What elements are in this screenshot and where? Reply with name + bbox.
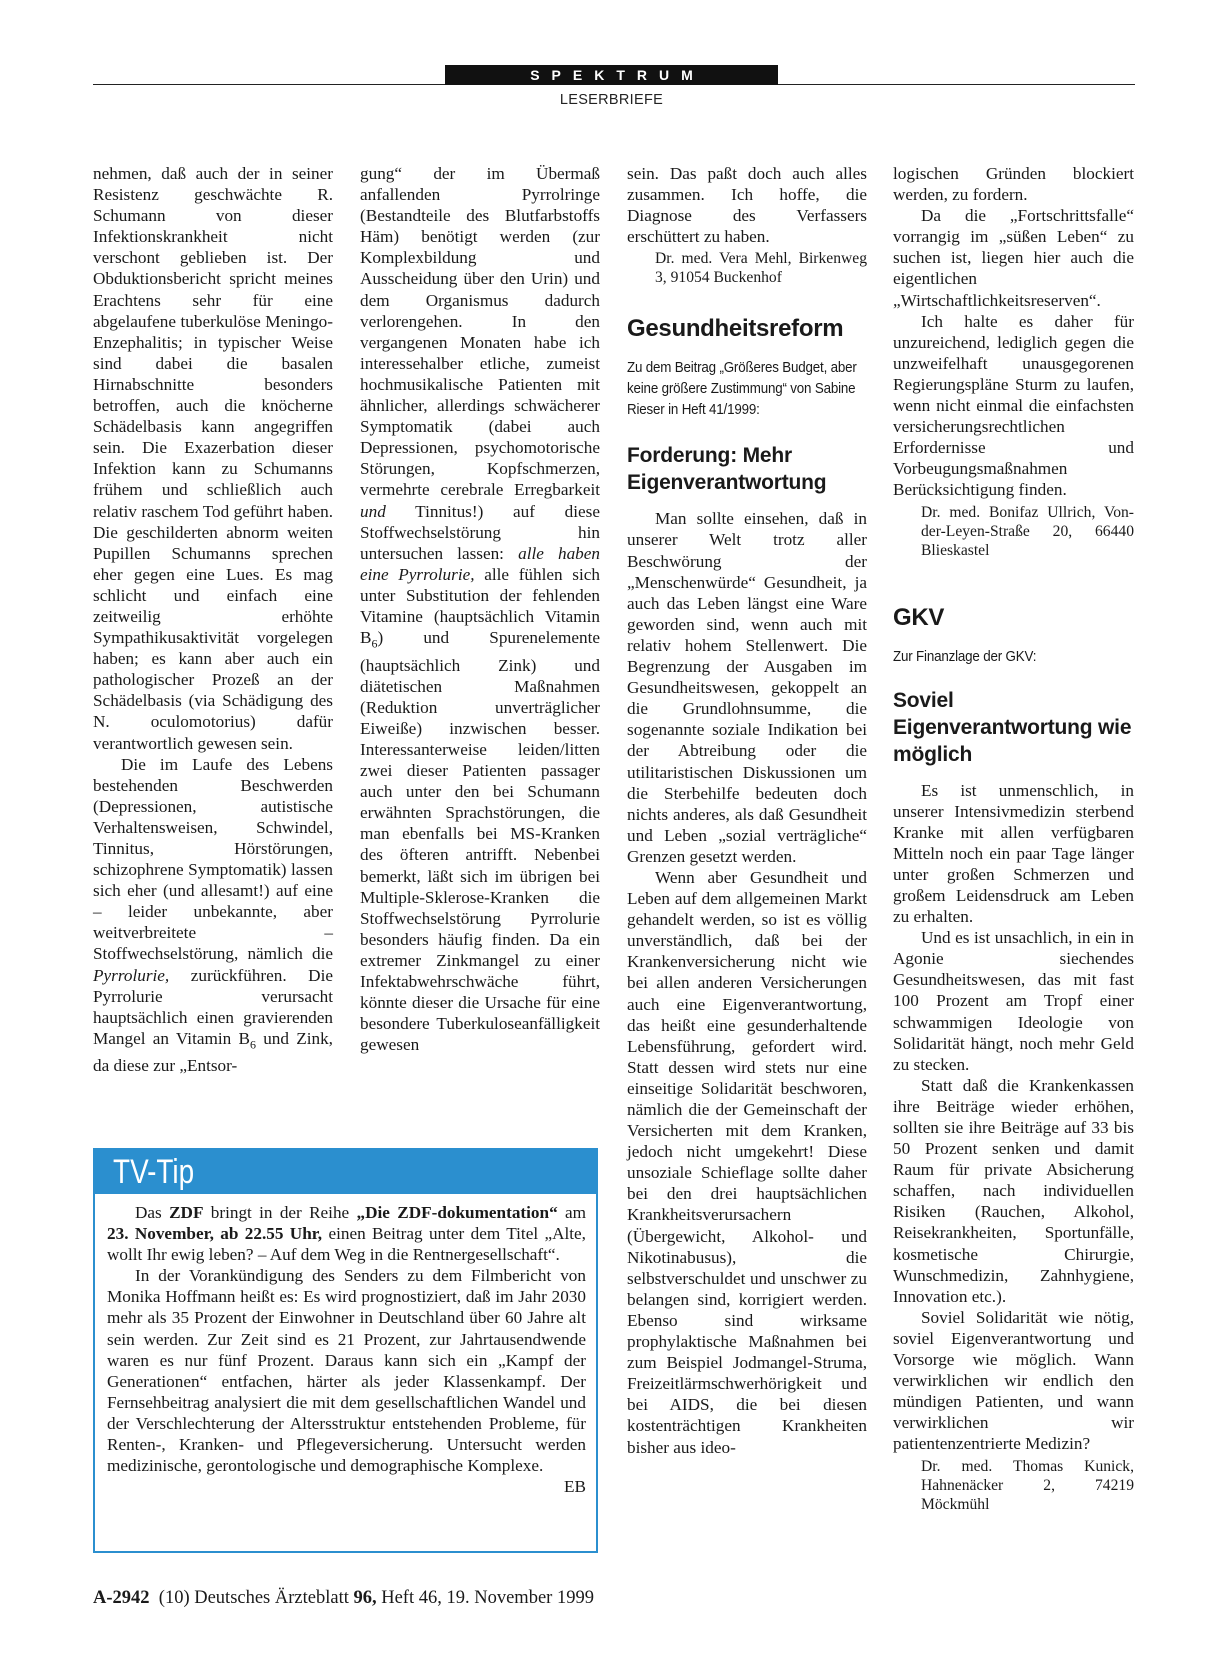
paragraph: Man sollte einsehen, daß in unserer Welt trotz aller Beschwörung der „Menschenwürde“ Gesundheit, ja auch das Leben längst eine Ware geworden sind, wenn auch mit relativ hohem Stellenwert. Die Begrenzung der Ausgaben im Gesundheitswesen, gekoppelt an die Grundlohnsumme, die sogenannte soziale Indikation bei der Abtreibung oder die utilitaristischen Diskussionen um die Sterbehilfe bedeuten doch nichts anderes, als daß Gesundheit und Leben „sozial verträgliche“ Grenzen gesetzt werden.	[627, 509, 867, 866]
letter-reference: Zur Finanzlage der GKV:	[893, 647, 1037, 665]
tv-tip-header	[95, 1150, 596, 1194]
paragraph: Die im Laufe des Lebens bestehenden Beschwerden (Depressionen, autistische Verhaltensweisen, Schwindel, Tinnitus, Hörstörungen, schizophrene Symptomatik) lassen sich eher (und allesamt!) auf eine – leider unbekannte, aber weitverbreitete – Stoffwechselstörung, nämlich die Pyrrolurie, zurückführen. Die Pyrrolurie verursacht hauptsächlich einen gravierenden Mangel an Vitamin $B_6$ und Zink, da diese zur „Entsor-	[93, 754, 333, 1076]
paragraph: Da die „Fortschrittsfalle“ vorrangig im „süßen Leben“ zu suchen ist, liegen hier auch die eigentlichen „Wirtschaftlichkeitsreserven“.	[893, 206, 1134, 310]
paragraph: Es ist unmenschlich, in unserer Intensivmedizin sterbend Kranke mit allen verfügbaren Mitteln noch ein paar Tage länger unter großen Schmerzen und großem Leidensdruck am Leben zu erhalten.	[893, 780, 1134, 927]
letter-reference: Zu dem Beitrag „Größeres Budget, aber keine größere Zustimmung“ von Sabine Rieser in Heft 41/1999:	[627, 359, 857, 419]
page-number: A-2942	[93, 1588, 150, 1608]
column-3	[627, 163, 867, 1458]
paragraph: Das ZDF bringt in der Reihe „Die ZDF-dokumentation“ am 23. November, ab 22.55 Uhr, einen Beitrag unter dem Titel „Alte, wollt Ihr ewig leben? – Auf dem Weg in die Rentnergesellschaft“.	[107, 1203, 586, 1265]
section-label: LESERBRIEFE	[559, 92, 664, 108]
letter-signature: Dr. med. Bonifaz Ullrich, Von-der-Leyen-Straße 20, 66440 Blieskastel	[921, 503, 1134, 559]
section-banner: SPEKTRUM	[445, 65, 778, 85]
column-1	[93, 163, 333, 1076]
paragraph: Und es ist unsachlich, in ein in Agonie siechendes Gesundheitswesen, das mit fast 100 Prozent am Tropf einer schwammigen Ideologie von Solidarität hängt, noch mehr Geld zu stecken.	[893, 928, 1134, 1074]
rubric-heading: GKV	[893, 603, 945, 631]
tv-tip-signature: EB	[564, 1477, 586, 1497]
tv-tip-title: TV-Tip	[113, 1153, 195, 1191]
page-footer	[93, 1588, 594, 1609]
letter-signature: Dr. med. Thomas Kunick, Hahnenäcker 2, 74219 Möckmühl	[921, 1457, 1134, 1513]
letter-signature: Dr. med. Vera Mehl, Birkenweg 3, 91054 Buckenhof	[655, 250, 867, 287]
column-2	[360, 163, 600, 1055]
paragraph: Statt daß die Krankenkassen ihre Beiträge wieder erhöhen, sollten sie ihre Beiträge auf 33 bis 50 Prozent senken und damit Raum für private Absicherung schaffen, nach individuellen Risiken (Rauchen, Alkohol, Reisekrankheiten, Sportunfälle, kosmetische Chirurgie, Wunschmedizin, Zahnhygiene, Innovation etc.).	[893, 1075, 1134, 1306]
paragraph: nehmen, daß auch der in seiner Resistenz geschwächte R. Schumann von dieser Infektionskrankheit nicht verschont geblieben ist. Der Obduktionsbericht spricht meines Erachtens sehr für eine abgelaufene tuberkulöse Meningo-Enzephalitis; in typischer Weise sind dabei die basalen Hirnabschnitte besonders betroffen, auch die knöcherne Schädelbasis kann angegriffen sein. Die Exazerbation dieser Infektion kann zu Schumanns frühem und schließlich auch relativ raschem Tod geführt haben. Die geschilderten abnorm weiten Pupillen Schumanns sprechen eher gegen eine Lues. Es mag schlicht und einfach eine zeitweilig erhöhte Sympathikusaktivität vorgelegen haben; es kann aber auch ein pathologischer Prozeß an der Schädelbasis (via Schädigung des N. oculomotorius) dafür verantwortlich gewesen sein.	[93, 164, 333, 753]
paragraph: gung“ der im Übermaß anfallenden Pyrrolringe (Bestandteile des Blutfarbstoffs Häm) benötigt werden (zur Komplexbildung und Ausscheidung über den Urin) und dem Organismus dadurch verlorengehen. In den vergangenen Monaten habe ich interessehalber etliche, zumeist hochmusikalische Patienten mit ähnlicher, allerdings schwächerer Symptomatik (dabei auch Depressionen, psychomotorische Störungen, Kopfschmerzen, vermehrte cerebrale Erregbarkeit und Tinnitus!) auf diese Stoffwechselstörung hin untersuchen lassen: alle haben eine Pyrrolurie, alle fühlen sich unter Substitution der fehlenden Vitamine (hauptsächlich Vitamin $B_6$) und Spurenelemente (hauptsächlich Zink) und diätetischen Maßnahmen (Reduktion unverträglicher Eiweiße) inzwischen besser. Interessanterweise leiden/litten zwei dieser Patienten passager auch unter den bei Schumann erwähnten Sprachstörungen, die man ebenfalls bei MS-Kranken des öfteren antrifft. Nebenbei bemerkt, läßt sich im übrigen bei Multiple-Sklerose-Kranken die Stoffwechselstörung Pyrrolurie besonders häufig finden. Da ein extremer Zinkmangel zu einer Infektabwehrschwäche führt, könnte dieser die Ursache für eine besondere Tuberkuloseanfälligkeit gewesen	[360, 164, 601, 1055]
letter-headline: Soviel Eigenverantwortung wie möglich	[893, 688, 1132, 766]
paragraph: Ich halte es daher für unzureichend, lediglich gegen die unzweifelhaft unausgegorenen Regierungspläne Sturm zu laufen, wenn nicht einmal die einfachsten versicherungsrechtlichen Erfordernisse und Vorbeugungsmaßnahmen Berücksichtigung finden.	[893, 311, 1134, 500]
paragraph: In der Vorankündigung des Senders zu dem Filmbericht von Monika Hoffmann heißt es: Es wird prognostiziert, daß im Jahr 2030 mehr als 35 Prozent der Einwohner in Deutschland über 60 Jahre alt sein werden. Zur Zeit sind es 21 Prozent, zur Jahrtausendwende waren es nur fünf Prozent. Daraus kann sich ein „Kampf der Generationen“ entfachen, härter als jeder Klassenkampf. Der Fernsehbeitrag analysiert die mit dem gesellschaftlichen Wandel und der Verschlechterung der Altersstruktur entstehenden Probleme, für Renten-, Kranken- und Pflegeversicherung. Untersucht werden medizinische, gerontologische und demographische Komplexe.	[107, 1266, 586, 1476]
volume-number: 96,	[353, 1588, 377, 1608]
paragraph: Soviel Solidarität wie nötig, soviel Eigenverantwortung und Vorsorge wie möglich. Wann verwirklichen wir endlich den mündigen Patienten, und wann verwirklichen wir patientenzentrierte Medizin?	[893, 1307, 1134, 1454]
paragraph: logischen Gründen blockiert werden, zu fordern.	[893, 164, 1134, 205]
paragraph: Wenn aber Gesundheit und Leben auf dem allgemeinen Markt gehandelt werden, so ist es völlig unverständlich, daß bei der Krankenversicherung nicht wie bei allen anderen Versicherungen auch eine Eigenverantwortung, das heißt eine gesunderhaltende Lebensführung, gefordert wird. Statt dessen wird stets nur eine einseitige Solidarität beschworen, nämlich die der Gemeinschaft der Versicherten mit dem Kranken, jedoch nicht umgekehrt! Diese unsoziale Schieflage sollte daher bei den drei hauptsächlichen Krankheitsverursachern (Übergewicht, Alkohol- und Nikotinabusus), die selbstverschuldet und unschwer zu belangen sind, korrigiert werden. Ebenso sind wirksame prophylaktische Maßnahmen bei zum Beispiel Jodmangel-Struma, Freizeitlärmschwerhörigkeit und bei AIDS, die bei diesen kostenträchtigen Krankheiten bisher aus ideo-	[627, 867, 867, 1457]
tv-tip-box	[93, 1148, 598, 1553]
rubric-heading: Gesundheitsreform	[627, 315, 844, 343]
paragraph: sein. Das paßt doch auch alles zusammen. Ich hoffe, die Diagnose des Verfassers erschüttert zu haben.	[627, 164, 867, 247]
journal-folio: (10) Deutsches Ärzteblatt	[158, 1588, 349, 1608]
tv-tip-body	[107, 1202, 586, 1497]
letter-headline: Forderung: Mehr Eigenverantwortung	[627, 444, 827, 495]
issue-date: Heft 46, 19. November 1999	[381, 1588, 594, 1608]
column-4	[893, 163, 1134, 1514]
